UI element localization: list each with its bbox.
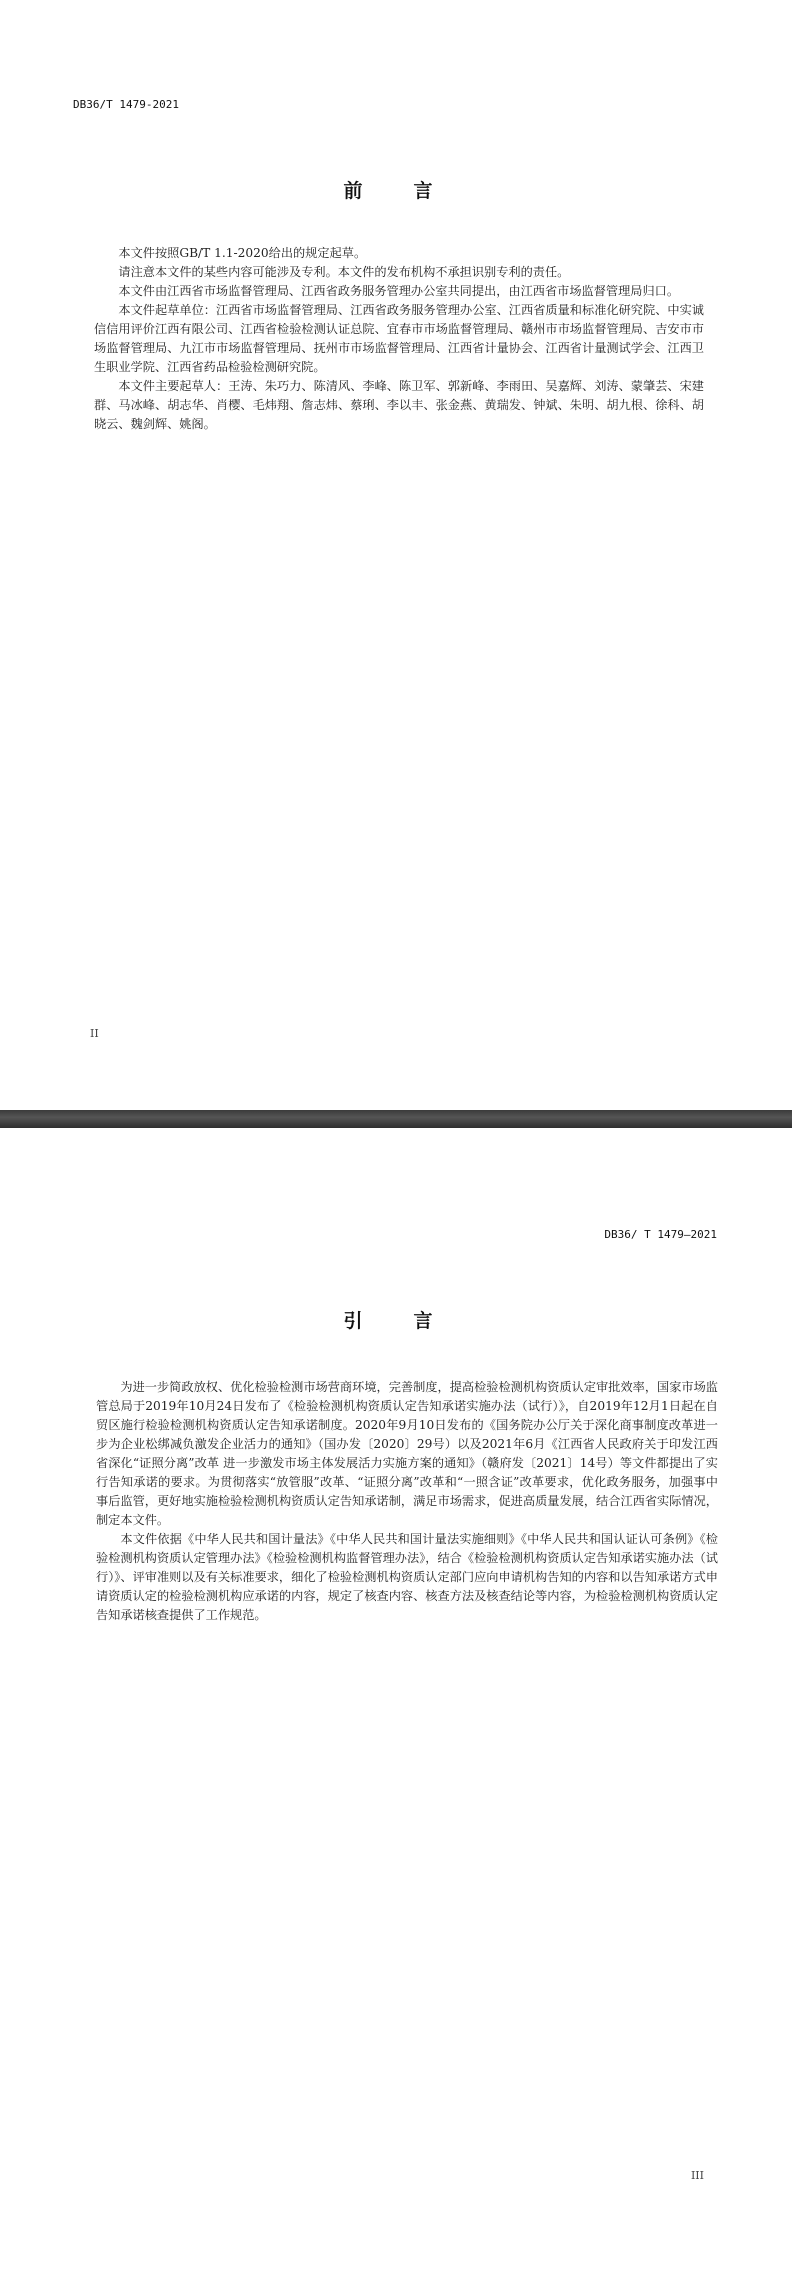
paragraph: 请注意本文件的某些内容可能涉及专利。本文件的发布机构不承担识别专利的责任。 — [118, 265, 570, 279]
foreword-body — [94, 244, 704, 434]
page-introduction — [0, 1128, 792, 2283]
page-divider — [0, 1110, 792, 1128]
document-code: DB36/ T 1479—2021 — [604, 1228, 717, 1241]
paragraph: 本文件按照GB/T 1.1-2020给出的规定起草。 — [118, 246, 367, 260]
document-code: DB36/T 1479-2021 — [73, 98, 179, 111]
paragraph: 为进一步简政放权、优化检验检测市场营商环境，完善制度，提高检验检测机构资质认定审批效率，国家市场监管总局于2019年10月24日发布了《检验检测机构资质认定告知承诺实施办法（试行）》，自2019年12月1日起在自贸区施行检验检测机构资质认定告知承诺制度。2020年9月10日发布的《国务院办公厅关于深化商事制度改革进一步为企业松绑减负激发企业活力的通知》（国办发〔2020〕29号）以及2021年6月《江西省人民政府关于印发江西省深化“证照分离”改革 进一步激发市场主体发展活力实施方案的通知》（赣府发〔2021〕14号）等文件都提出了实行告知承诺的要求。为贯彻落实“放管服”改革、“证照分离”改革和“一照含证”改革要求，优化政务服务，加强事中事后监管，更好地实施检验检测机构资质认定告知承诺制，满足市场需求，促进高质量发展，结合江西省实际情况，制定本文件。 — [96, 1380, 718, 1527]
introduction-body — [96, 1378, 718, 1625]
page-number: III — [690, 2169, 704, 2182]
paragraph: 本文件主要起草人：王涛、朱巧力、陈清风、李峰、陈卫军、郭新峰、李雨田、吴嘉辉、刘涛、蒙肇芸、宋建群、马冰峰、胡志华、肖樱、毛炜翔、詹志炜、蔡琍、李以丰、张金燕、黄瑞发、钟斌、朱明、胡九根、徐科、胡晓云、魏剑辉、姚阁。 — [94, 379, 704, 431]
page-foreword — [0, 0, 792, 1120]
section-title-introduction: 引 言 — [343, 1310, 449, 1332]
section-title-foreword: 前 言 — [343, 180, 449, 202]
paragraph: 本文件由江西省市场监督管理局、江西省政务服务管理办公室共同提出，由江西省市场监督管理局归口。 — [118, 284, 680, 298]
paragraph: 本文件起草单位：江西省市场监督管理局、江西省政务服务管理办公室、江西省质量和标准化研究院、中实诚信信用评价江西有限公司、江西省检验检测认证总院、宜春市市场监督管理局、赣州市市场监督管理局、吉安市市场监督管理局、九江市市场监督管理局、抚州市市场监督管理局、江西省计量协会、江西省计量测试学会、江西卫生职业学院、江西省药品检验检测研究院。 — [94, 303, 704, 374]
page-number: II — [90, 1027, 99, 1040]
paragraph: 本文件依据《中华人民共和国计量法》《中华人民共和国计量法实施细则》《中华人民共和国认证认可条例》《检验检测机构资质认定管理办法》《检验检测机构监督管理办法》，结合《检验检测机构资质认定告知承诺实施办法（试行）》、评审准则以及有关标准要求，细化了检验检测机构资质认定部门应向申请机构告知的内容和以告知承诺方式申请资质认定的检验检测机构应承诺的内容，规定了核查内容、核查方法及核查结论等内容，为检验检测机构资质认定告知承诺核查提供了工作规范。 — [96, 1532, 718, 1622]
